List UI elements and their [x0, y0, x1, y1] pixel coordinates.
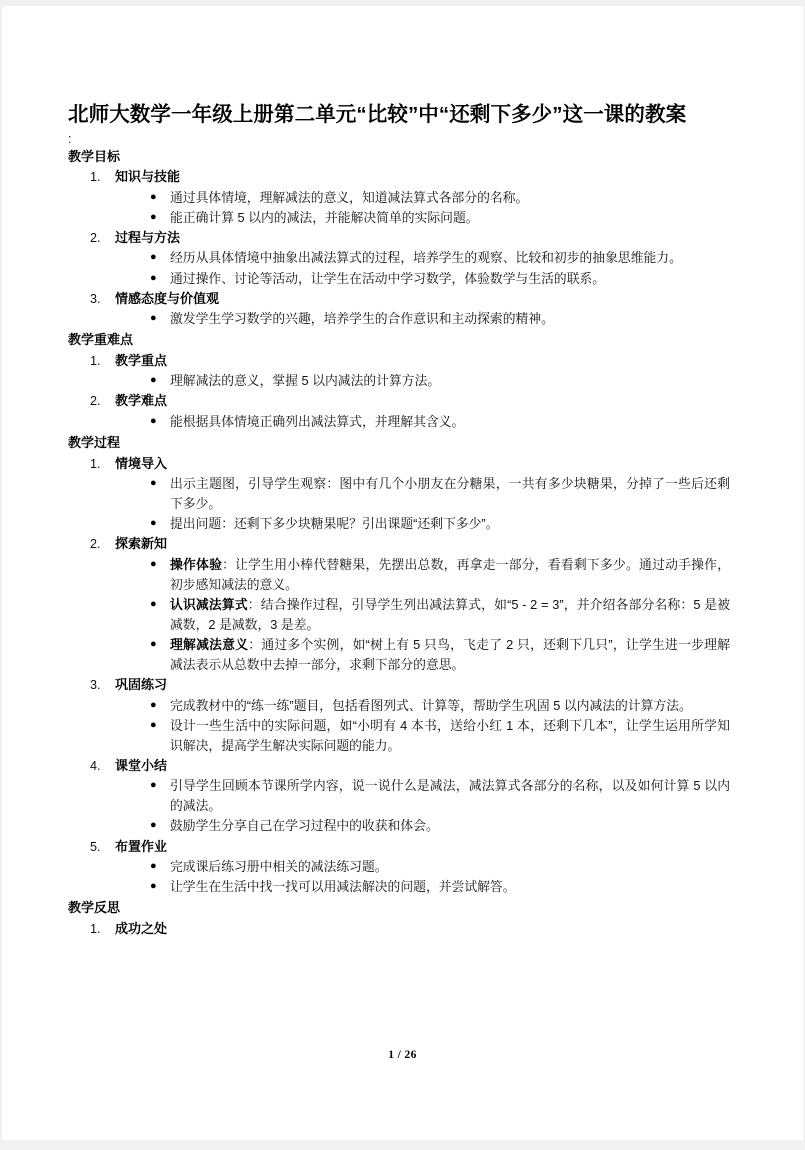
- bullet-marker-icon: ●: [150, 210, 157, 223]
- section-heading: 教学反思: [68, 900, 121, 916]
- bullet-marker-icon: ●: [150, 880, 157, 893]
- bullet-lead-label: 认识减法算式: [170, 596, 248, 612]
- bullet-text: 通过操作、讨论等活动，让学生在活动中学习数学，体验数学与生活的联系。: [170, 270, 606, 286]
- page-number-footer: 1 / 26: [388, 1049, 417, 1061]
- bullet-item: [115, 816, 730, 836]
- list-number-marker: 1.: [90, 921, 101, 936]
- bullet-text: 能根据具体情境正确列出减法算式，并理解其含义。: [170, 413, 465, 429]
- list-item-label: 情感态度与价值观: [115, 290, 220, 306]
- bullet-item: [115, 776, 730, 816]
- list-number-marker: 1.: [90, 353, 101, 368]
- bullet-list: [115, 412, 730, 432]
- page-title: 北师大数学一年级上册第二单元“比较”中“还剩下多少”这一课的教案: [68, 103, 687, 126]
- list-number-marker: 4.: [90, 758, 101, 773]
- list-number-marker: 1.: [90, 170, 101, 185]
- list-number-marker: 2.: [90, 231, 101, 246]
- numbered-list: [68, 351, 730, 432]
- numbered-list: [68, 919, 730, 939]
- bullet-list: [115, 857, 730, 897]
- bullet-item: [115, 635, 730, 675]
- bullet-text: 激发学生学习数学的兴趣，培养学生的合作意识和主动探索的精神。: [170, 311, 554, 326]
- bullet-text: 提出问题：还剩下多少块糖果呢？引出课题“还剩下多少”。: [170, 516, 499, 532]
- section-heading: 教学重难点: [68, 332, 134, 348]
- list-item-label: 知识与技能: [115, 169, 181, 185]
- colon-line: :: [68, 131, 72, 146]
- bullet-lead-label: 操作体验: [170, 556, 223, 572]
- list-item: [68, 675, 730, 756]
- bullet-body-text: ：结合操作过程，引导学生列出减法算式，如“5 - 2 = 3”，并介绍各部分名称：5 是被减数，2 是减数，3 是差。: [170, 596, 730, 633]
- bullet-list: [115, 248, 730, 288]
- bullet-item: [115, 309, 730, 329]
- bullet-item: [115, 412, 730, 432]
- bullet-text: [170, 555, 730, 595]
- bullet-body-text: ：通过多个实例，如“树上有 5 只鸟，飞走了 2 只，还剩下几只”，让学生进一步理解减法表示从总数中去掉一部分，求剩下部分的意思。: [170, 637, 731, 673]
- bullet-text: [170, 595, 730, 635]
- list-item: [68, 391, 730, 431]
- bullet-item: [115, 474, 730, 514]
- bullet-list: [115, 371, 730, 391]
- bullet-item: [115, 857, 730, 877]
- list-number-marker: 5.: [90, 839, 101, 854]
- list-item: [68, 167, 730, 228]
- bullet-text: 完成课后练习册中相关的减法练习题。: [170, 858, 388, 874]
- list-number-marker: 3.: [90, 678, 101, 693]
- list-item-label: 情境导入: [115, 455, 168, 471]
- bullet-marker-icon: ●: [150, 819, 157, 832]
- bullet-list: [115, 696, 730, 756]
- bullet-marker-icon: ●: [150, 517, 157, 530]
- bullet-marker-icon: ●: [150, 779, 157, 792]
- bullet-marker-icon: ●: [150, 251, 157, 264]
- list-item-label: 过程与方法: [115, 230, 181, 246]
- bullet-text: 通过具体情境，理解减法的意义，知道减法算式各部分的名称。: [170, 189, 529, 205]
- bullet-marker-icon: ●: [150, 312, 157, 324]
- bullet-text: [170, 635, 730, 675]
- bullet-text: 理解减法的意义，掌握 5 以内减法的计算方法。: [170, 373, 441, 389]
- bullet-text: 设计一些生活中的实际问题，如“小明有 4 本书，送给小红 1 本，还剩下几本”，让学生运用所学知识解决，提高学生解决实际问题的能力。: [170, 717, 730, 753]
- numbered-list: [68, 167, 730, 329]
- bullet-item: [115, 555, 730, 595]
- bullet-marker-icon: ●: [150, 698, 157, 711]
- list-number-marker: 2.: [90, 394, 101, 409]
- bullet-marker-icon: ●: [150, 414, 157, 427]
- bullet-marker-icon: ●: [150, 557, 157, 570]
- bullet-list: [115, 776, 730, 836]
- bullet-text: 鼓励学生分享自己在学习过程中的收获和体会。: [170, 818, 439, 834]
- bullet-item: [115, 371, 730, 391]
- bullet-item: [115, 716, 730, 756]
- list-item-label: 探索新知: [115, 536, 168, 552]
- bullet-text: 出示主题图，引导学生观察：图中有几个小朋友在分糖果，一共有多少块糖果，分掉了一些后还剩下多少。: [170, 476, 730, 512]
- bullet-item: [115, 188, 730, 208]
- numbered-list: [68, 454, 730, 897]
- list-item-label: 布置作业: [115, 838, 168, 854]
- list-item-label: 教学难点: [115, 393, 168, 409]
- bullet-marker-icon: ●: [150, 718, 157, 731]
- bullet-text: 完成教材中的“练一练”题目，包括看图列式、计算等，帮助学生巩固 5 以内减法的计算方法。: [170, 697, 692, 713]
- list-item: [68, 289, 730, 329]
- list-number-marker: 1.: [90, 456, 101, 471]
- bullet-item: [115, 696, 730, 716]
- bullet-marker-icon: ●: [150, 374, 157, 387]
- list-item: [68, 228, 730, 289]
- list-item: [68, 534, 730, 675]
- bullet-text: 引导学生回顾本节课所学内容，说一说什么是减法，减法算式各部分的名称，以及如何计算 5 以内的减法。: [170, 778, 730, 814]
- bullet-text: 让学生在生活中找一找可以用减法解决的问题，并尝试解答。: [170, 879, 516, 895]
- bullet-item: [115, 248, 730, 268]
- list-item: [68, 756, 730, 837]
- bullet-item: [115, 595, 730, 635]
- page-content: [68, 102, 730, 939]
- bullet-marker-icon: ●: [150, 271, 157, 284]
- bullet-item: [115, 269, 730, 289]
- bullet-item: [115, 514, 730, 534]
- list-item-label: 成功之处: [115, 920, 168, 936]
- bullet-lead-label: 理解减法意义: [170, 637, 249, 653]
- list-item-label: 巩固练习: [115, 677, 168, 693]
- list-item: [68, 351, 730, 391]
- document-page: [1, 6, 804, 1140]
- bullet-list: [115, 474, 730, 534]
- bullet-marker-icon: ●: [150, 638, 157, 651]
- bullet-marker-icon: ●: [150, 190, 157, 203]
- list-item: [68, 837, 730, 898]
- list-item-label: 课堂小结: [115, 757, 168, 773]
- bullet-text: 能正确计算 5 以内的减法，并能解决简单的实际问题。: [170, 209, 479, 225]
- bullet-list: [115, 555, 730, 675]
- bullet-marker-icon: ●: [150, 859, 157, 872]
- section-heading: 教学过程: [68, 434, 121, 450]
- bullet-list: [115, 309, 730, 329]
- bullet-item: [115, 208, 730, 228]
- list-number-marker: 3.: [90, 291, 101, 306]
- list-number-marker: 2.: [90, 537, 101, 552]
- list-item-label: 教学重点: [115, 352, 168, 368]
- bullet-marker-icon: ●: [150, 477, 157, 490]
- bullet-item: [115, 877, 730, 897]
- sections-container: [68, 148, 730, 940]
- bullet-list: [115, 188, 730, 228]
- bullet-marker-icon: ●: [150, 597, 157, 610]
- section-heading: 教学目标: [68, 148, 121, 164]
- bullet-text: 经历从具体情境中抽象出减法算式的过程，培养学生的观察、比较和初步的抽象思维能力。: [170, 250, 682, 266]
- list-item: [68, 454, 730, 535]
- list-item: [68, 919, 730, 939]
- bullet-body-text: ：让学生用小棒代替糖果，先摆出总数，再拿走一部分，看看剩下多少。通过动手操作，初步感知减法的意义。: [170, 556, 731, 592]
